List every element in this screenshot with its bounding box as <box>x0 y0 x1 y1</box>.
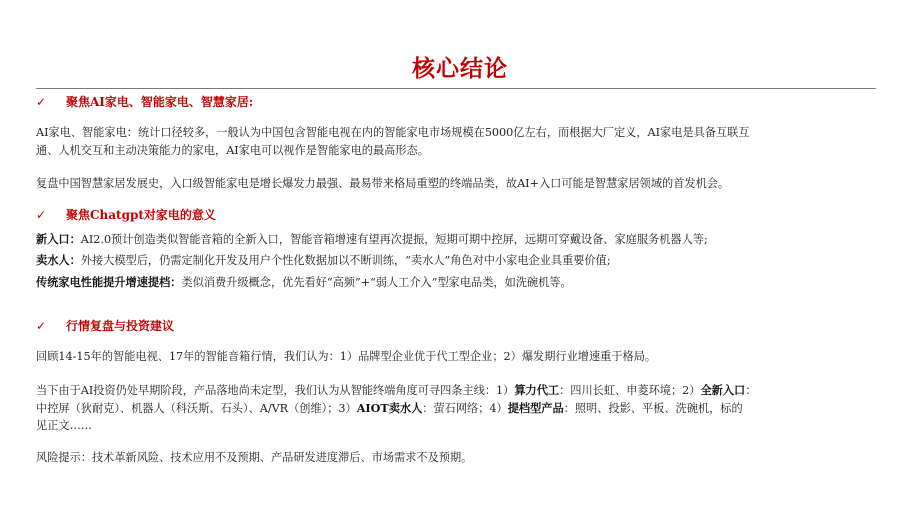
risk-warning: 风险提示：技术革新风险、技术应用不及预期、产品研发进度滞后、市场需求不及预期。 <box>36 451 473 464</box>
emphasis: 提档型产品 <box>507 401 564 415</box>
paragraph: 复盘中国智慧家居发展史，入口级智能家电是增长爆发力最强、最易带来格局重塑的终端品类，故AI+入口可能是智慧家居领域的首发机会。 <box>36 177 730 190</box>
paragraph-line <box>36 399 886 418</box>
bullet-traditional-upgrade <box>36 273 886 292</box>
section-heading-text: 聚焦AI家电、智能家电、智慧家居: <box>66 95 254 109</box>
page-title: 核心结论 <box>412 56 508 82</box>
bullet-text: AI2.0预计创造类似智能音箱的全新入口，智能音箱增速有望再次提振，短期可期中控屏，远期可穿戴设备、家庭服务机器人等; <box>80 233 708 246</box>
section-heading-text: 聚焦Chatgpt对家电的意义 <box>66 208 216 222</box>
checkmark-icon: ✓ <box>36 95 47 109</box>
section-heading-text: 行情复盘与投资建议 <box>66 319 175 333</box>
checkmark-icon: ✓ <box>36 208 47 222</box>
title-divider <box>36 88 876 89</box>
paragraph: 回顾14-15年的智能电视、17年的智能音箱行情，我们认为：1）品牌型企业优于代工型企业；2）爆发期行业增速重于格局。 <box>36 350 657 363</box>
text: ：萤石网络；4） <box>422 402 508 415</box>
emphasis: AIOT卖水人 <box>356 401 423 415</box>
text: 当下由于AI投资仍处早期阶段，产品落地尚未定型，我们认为从智能终端角度可寻四条主线：1） <box>36 384 515 397</box>
paragraph-line: 通、人机交互和主动决策能力的家电，AI家电可以视作是智能家电的最高形态。 <box>36 144 429 157</box>
emphasis: 全新入口 <box>700 383 746 397</box>
checkmark-icon: ✓ <box>36 319 47 333</box>
section-heading-chatgpt <box>36 206 216 224</box>
text: 中控屏（狄耐克）、机器人（科沃斯、石头）、A/VR（创维）；3） <box>36 402 357 415</box>
bullet-label: 传统家电性能提升增速提档： <box>36 275 182 289</box>
bullet-new-entry <box>36 230 886 249</box>
text: ： <box>745 384 757 397</box>
section-heading-ai-appliances <box>36 93 253 111</box>
section-heading-market-review <box>36 317 174 335</box>
paragraph-line: 见正文…… <box>36 419 92 432</box>
paragraph-line: AI家电、智能家电：统计口径较多，一般认为中国包含智能电视在内的智能家电市场规模在5000亿左右，而根据大厂定义，AI家电是具备互联互 <box>36 126 750 139</box>
text: ：四川长虹、申菱环境；2） <box>559 384 701 397</box>
text: ：照明、投影、平板、洗碗机，标的 <box>563 402 743 415</box>
bullet-label: 新入口： <box>36 232 81 246</box>
emphasis: 算力代工 <box>514 383 560 397</box>
bullet-label: 卖水人： <box>36 253 81 267</box>
bullet-text: 类似消费升级概念，优先看好“高频”+“弱人工介入”型家电品类，如洗碗机等。 <box>181 276 572 289</box>
bullet-water-seller <box>36 251 886 270</box>
bullet-text: 外接大模型后，仍需定制化开发及用户个性化数据加以不断训练，“卖水人”角色对中小家电企业具重要价值; <box>80 254 611 267</box>
paragraph-line <box>36 381 886 400</box>
